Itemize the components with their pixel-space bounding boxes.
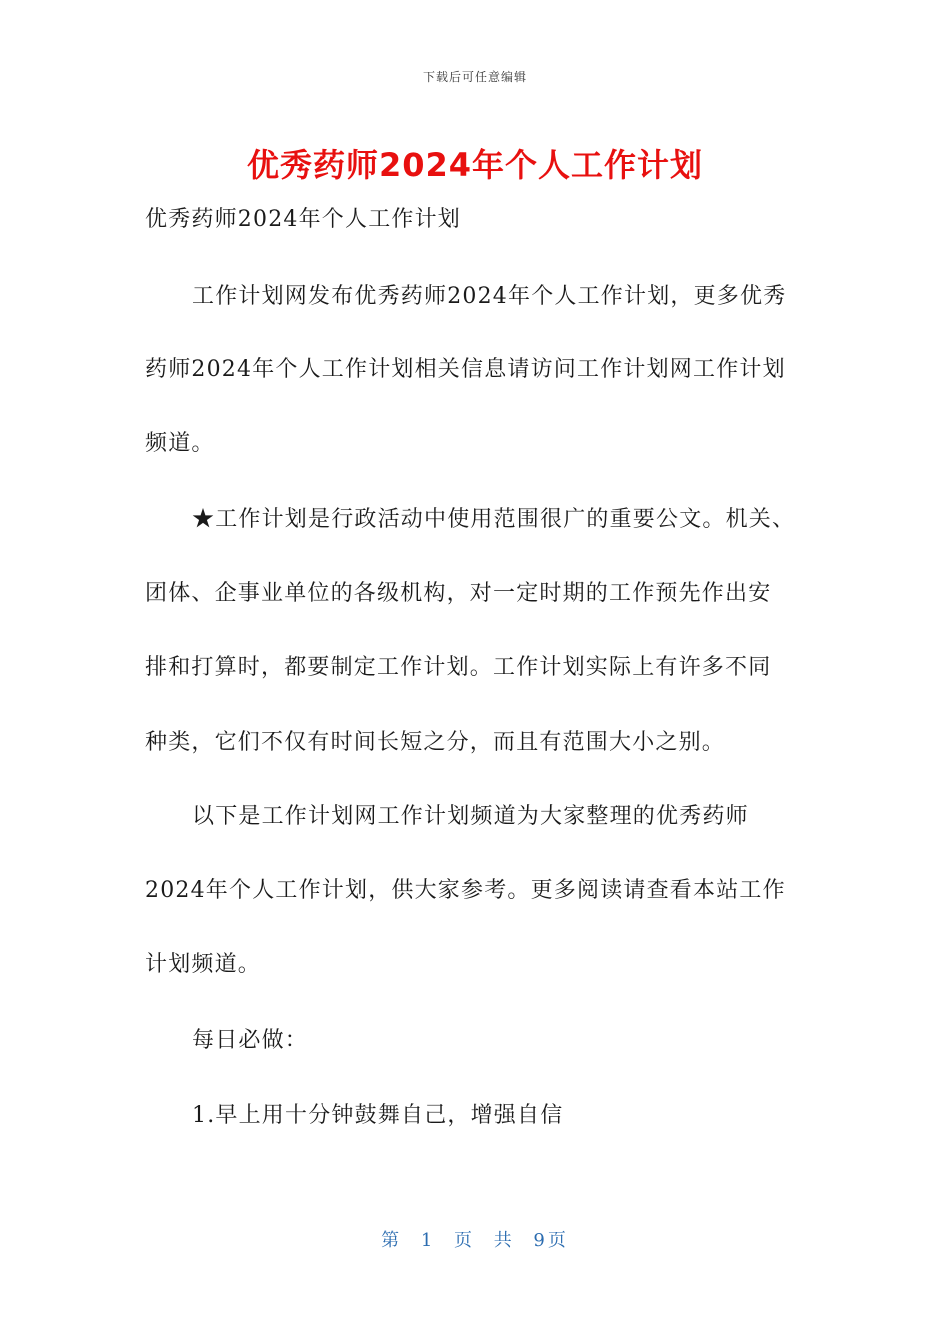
- paragraph-2-line-4: 种类，它们不仅有时间长短之分，而且有范围大小之别。: [145, 730, 726, 755]
- paragraph-3-line-2: 2024年个人工作计划，供大家参考。更多阅读请查看本站工作: [145, 878, 786, 903]
- header-note: 下载后可任意编辑: [422, 70, 527, 84]
- paragraph-2-line-3: 排和打算时，都要制定工作计划。工作计划实际上有许多不同: [145, 655, 772, 680]
- subtitle-line: 优秀药师2024年个人工作计划: [145, 207, 461, 232]
- paragraph-3-line-3: 计划频道。: [145, 952, 262, 977]
- paragraph-1-line-2: 药师2024年个人工作计划相关信息请访问工作计划网工作计划: [145, 357, 786, 382]
- paragraph-5-line-1: 1.早上用十分钟鼓舞自己，增强自信: [192, 1103, 564, 1128]
- paragraph-2-line-2: 团体、企事业单位的各级机构，对一定时期的工作预先作出安: [145, 581, 772, 606]
- paragraph-1-line-3: 频道。: [145, 431, 215, 456]
- paragraph-4-line-1: 每日必做：: [192, 1028, 309, 1053]
- paragraph-1-line-1: 工作计划网发布优秀药师2024年个人工作计划，更多优秀: [192, 284, 787, 309]
- document-title: 优秀药师2024年个人工作计划: [246, 146, 704, 184]
- paragraph-3-line-1: 以下是工作计划网工作计划频道为大家整理的优秀药师: [192, 804, 749, 829]
- paragraph-2-line-1: ★工作计划是行政活动中使用范围很广的重要公文。机关、: [192, 507, 796, 532]
- page-footer: 第 1 页 共 9页: [381, 1230, 569, 1251]
